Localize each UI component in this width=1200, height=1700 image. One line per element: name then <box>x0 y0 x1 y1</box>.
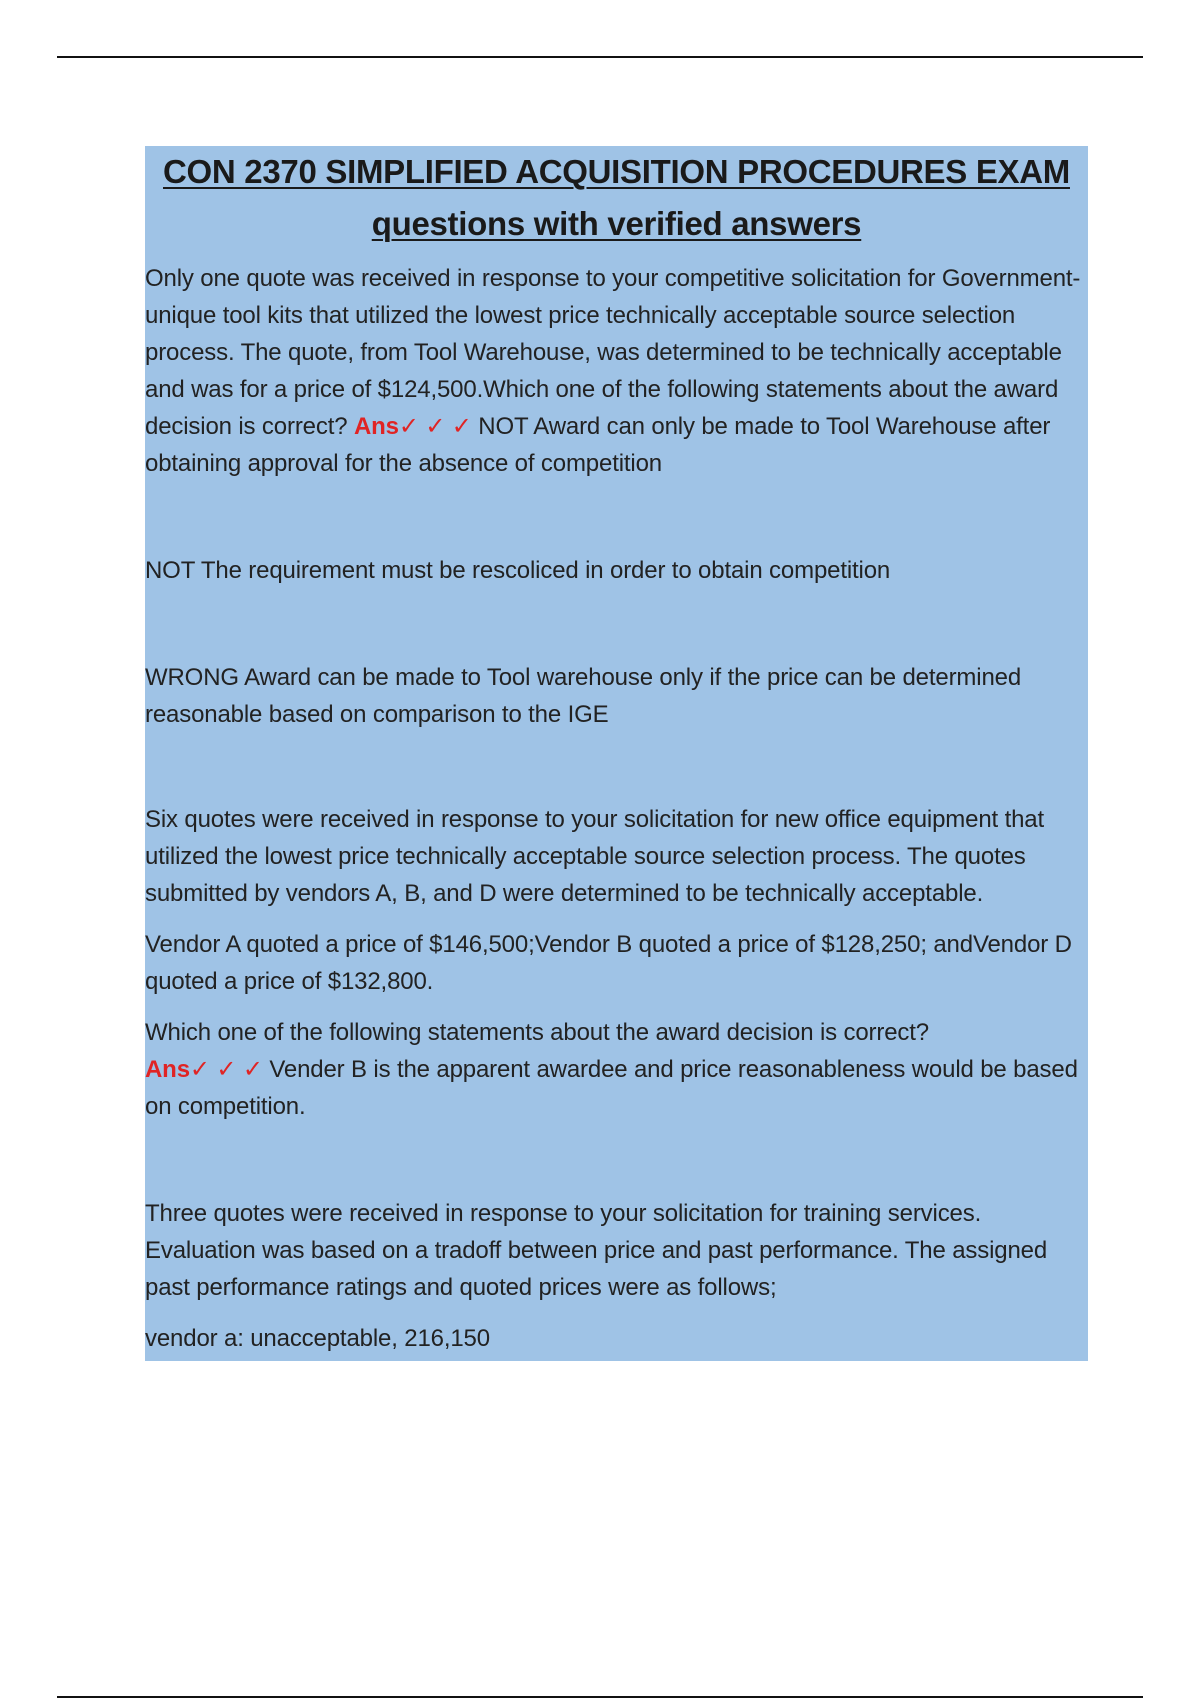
title-line-2: questions with verified answers <box>371 205 862 242</box>
question-1-answer: NOT Award can only be made to Tool Warehouse after obtaining approval for the absence of competition <box>145 413 1051 477</box>
title-line-1: CON 2370 SIMPLIFIED ACQUISITION PROCEDURES EXAM <box>163 153 1070 190</box>
question-1-option-2: NOT The requirement must be rescoliced in order to obtain competition <box>145 557 891 584</box>
check-marks-icon: ✓ ✓ ✓ <box>189 1056 263 1083</box>
question-2: Six quotes were received in response to your solicitation for new office equipment that utilized the lowest price technically acceptable source selection process. The quotes submitted by vendors A, B, and D were determined to be technically acceptable. <box>145 806 1045 907</box>
header-rule <box>57 56 1143 58</box>
question-1 <box>145 260 1088 482</box>
question-2-answer: Vender B is the apparent awardee and price reasonableness would be based on competition. <box>145 1056 1078 1120</box>
document-title <box>145 146 1088 250</box>
question-1-option-3: WRONG Award can be made to Tool warehouse only if the price can be determined reasonable based on comparison to the IGE <box>145 664 1022 728</box>
document-body <box>145 146 1088 1361</box>
question-3: Three quotes were received in response to your solicitation for training services. Evaluation was based on a tradoff between price and past performance. The assigned past performance ratings and quoted prices were as follows; <box>145 1200 1048 1301</box>
question-1-text: Only one quote was received in response to your competitive solicitation for Government-unique tool kits that utilized the lowest price technically acceptable source selection process. The quote, from Tool Warehouse, was determined to be technically acceptable and was for a price of $124,500.Which one of the following statements about the award decision is correct? <box>145 265 1081 440</box>
answer-label: Ans <box>145 1056 190 1083</box>
check-marks-icon: ✓ ✓ ✓ <box>398 413 472 440</box>
question-2-prompt <box>145 1014 1088 1125</box>
question-2-prices: Vendor A quoted a price of $146,500;Vendor B quoted a price of $128,250; andVendor D quoted a price of $132,800. <box>145 931 1072 995</box>
question-2-prompt-text: Which one of the following statements about the award decision is correct? <box>145 1019 929 1046</box>
footer-rule <box>57 1696 1143 1698</box>
answer-label: Ans <box>353 413 399 440</box>
question-3-vendor-a: vendor a: unacceptable, 216,150 <box>145 1325 490 1352</box>
